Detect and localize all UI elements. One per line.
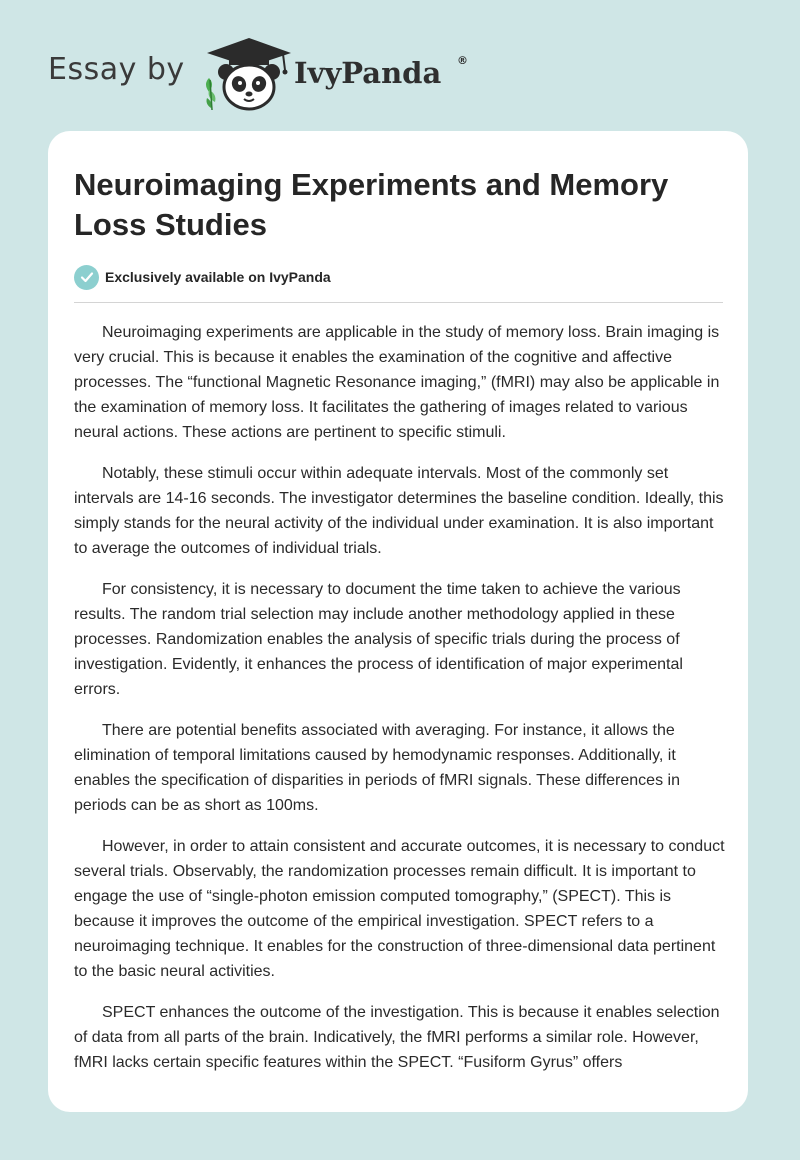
site-header bbox=[48, 28, 488, 112]
paragraph: However, in order to attain consistent and accurate outcomes, it is necessary to conduct several trials. Observably, the randomization processes remain difficult. It is important to engage the use of “single-photon emission computed tomography,” (SPECT). This is because it improves the outcome of the empirical investigation. SPECT refers to a neuroimaging technique. It enables for the construction of three-dimensional data pertinent to the basic neural activities. bbox=[74, 838, 725, 980]
paragraph: Notably, these stimuli occur within adequate intervals. Most of the commonly set intervals are 14-16 seconds. The investigator determines the baseline condition. Ideally, this simply stands for the neural activity of the individual under examination. It is also important to average the outcomes of individual trials. bbox=[74, 465, 724, 557]
paragraph: There are potential benefits associated with averaging. For instance, it allows the elimination of temporal limitations caused by hemodynamic responses. Additionally, it enables the specification of disparities in periods of fMRI signals. These differences in periods can be as short as 100ms. bbox=[74, 722, 680, 814]
essay-body bbox=[74, 320, 726, 1091]
checkmark-icon bbox=[74, 265, 99, 290]
paragraph: SPECT enhances the outcome of the investigation. This is because it enables selection of data from all parts of the brain. Indicatively, the fMRI performs a similar role. However, fMRI lacks certain specific features within the SPECT. “Fusiform Gyrus” offers bbox=[74, 1004, 720, 1071]
paragraph: Neuroimaging experiments are applicable in the study of memory loss. Brain imaging is very crucial. This is because it enables the examination of the cognitive and affective processes. The “functional Magnetic Resonance imaging,” (fMRI) may also be applicable in the examination of memory loss. It facilitates the gathering of images related to various neural actions. These actions are pertinent to specific stimuli. bbox=[74, 324, 720, 441]
panda-graduate-icon[interactable] bbox=[201, 34, 297, 114]
registered-mark: ® bbox=[457, 54, 468, 67]
paragraph: For consistency, it is necessary to document the time taken to achieve the various results. The random trial selection may include another methodology applied in these processes. Randomization enables the analysis of specific trials during the process of investigation. Evidently, it enhances the process of identification of major experimental errors. bbox=[74, 581, 683, 698]
essay-by-label: Essay by bbox=[48, 52, 185, 87]
brand-name[interactable]: IvyPanda bbox=[294, 56, 442, 90]
exclusive-label: Exclusively available on IvyPanda bbox=[105, 269, 331, 285]
page-title: Neuroimaging Experiments and Memory Loss Studies bbox=[74, 167, 669, 242]
essay-card bbox=[48, 131, 748, 1112]
exclusive-notice bbox=[74, 264, 331, 290]
divider bbox=[74, 302, 723, 303]
